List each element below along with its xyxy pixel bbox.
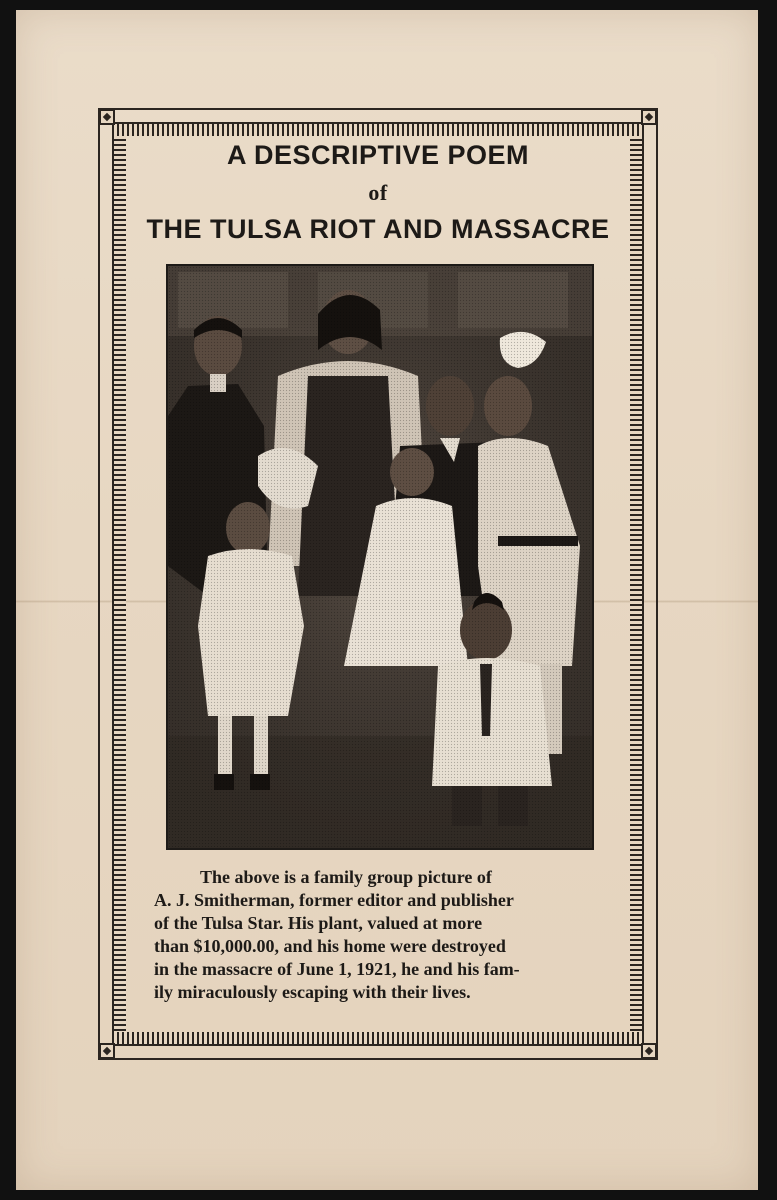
caption-line: than $10,000.00, and his home were destroyed — [154, 936, 506, 956]
caption-line: in the massacre of June 1, 1921, he and his fam- — [154, 959, 520, 979]
document-title: A DESCRIPTIVE POEM — [226, 140, 530, 170]
corner-ornament — [641, 109, 657, 125]
title-connector: of — [368, 180, 388, 205]
corner-ornament — [641, 1043, 657, 1059]
caption-line: of the Tulsa Star. His plant, valued at more — [154, 913, 483, 933]
document-subtitle: THE TULSA RIOT AND MASSACRE — [146, 214, 610, 244]
photo-caption — [154, 866, 604, 1004]
corner-ornament — [99, 1043, 115, 1059]
caption-line: ily miraculously escaping with their lives. — [154, 982, 471, 1002]
corner-ornament — [99, 109, 115, 125]
caption-line: A. J. Smitherman, former editor and publisher — [154, 890, 514, 910]
caption-line: The above is a family group picture of — [200, 867, 492, 887]
family-photograph — [166, 264, 594, 850]
family-photograph-image — [168, 266, 592, 848]
